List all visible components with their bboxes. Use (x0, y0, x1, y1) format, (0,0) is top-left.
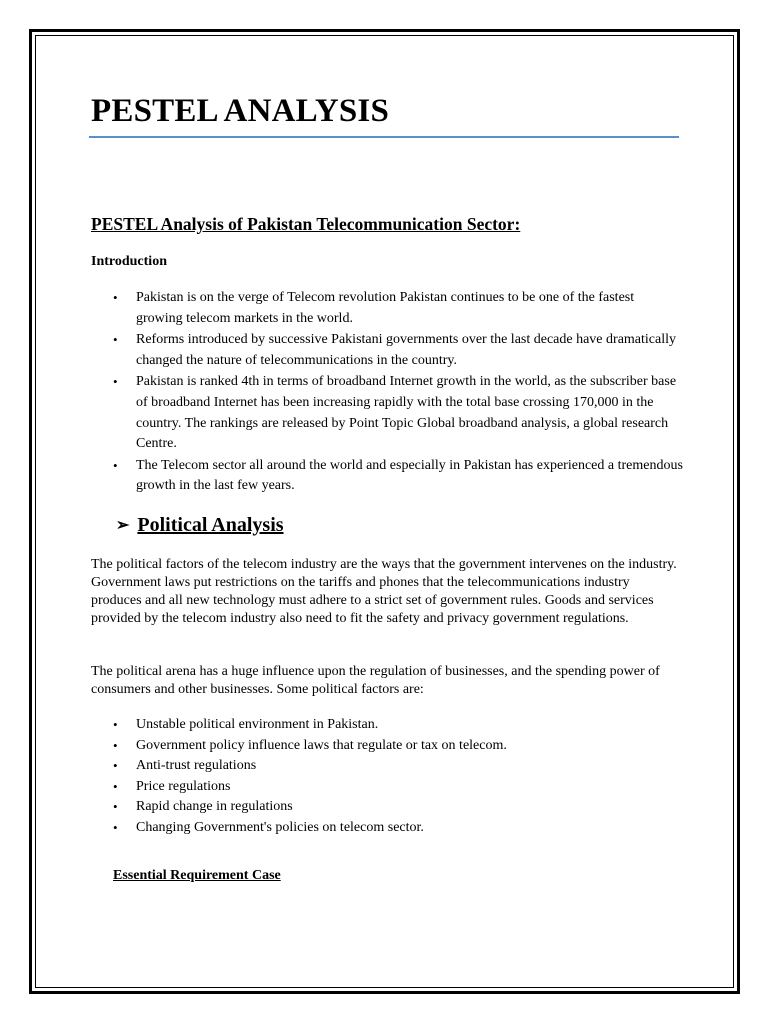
section-heading: PESTEL Analysis of Pakistan Telecommunication Sector: (91, 214, 521, 234)
list-item (113, 818, 673, 839)
bullet-icon: • (113, 778, 118, 794)
list-item-text: Unstable political environment in Pakistan. (136, 717, 379, 732)
political-factors-list (113, 715, 673, 839)
bullet-icon: • (113, 290, 118, 305)
list-item-text: Price regulations (136, 778, 231, 794)
list-item (113, 777, 673, 798)
list-item-text: Anti-trust regulations (136, 758, 257, 774)
document-title: PESTEL ANALYSIS (91, 93, 390, 129)
bullet-icon: • (113, 819, 118, 835)
bullet-icon: • (113, 717, 118, 732)
list-item-text: Reforms introduced by successive Pakistani governments over the last decade have dramatically changed the nature of telecommunications in the country. (136, 332, 676, 368)
introduction-label: Introduction (91, 254, 167, 269)
bullet-icon: • (113, 457, 118, 473)
list-item (113, 797, 673, 818)
list-item-text: The Telecom sector all around the world and especially in Pakistan has experienced a tremendous growth in the last few years. (136, 457, 683, 494)
list-item-text: Pakistan is ranked 4th in terms of broadband Internet growth in the world, as the subscriber base of broadband Internet has been increasing rapidly with the total base crossing 170,000 in the country. The rankings are released by Point Topic Global broadband analysis, a global research Centre. (136, 374, 677, 452)
political-paragraph-2: The political arena has a huge influence upon the regulation of businesses, and the spending power of consumers and other businesses. Some political factors are: (91, 664, 660, 697)
list-item-text: Pakistan is on the verge of Telecom revolution Pakistan continues to be one of the fastest growing telecom markets in the world. (136, 290, 635, 326)
list-item (113, 715, 673, 736)
bullet-icon: • (113, 374, 118, 390)
list-item (113, 456, 683, 497)
essential-requirement-heading: Essential Requirement Case (113, 868, 281, 883)
list-item (113, 736, 673, 757)
bullet-icon: • (113, 758, 118, 774)
list-item (113, 288, 683, 329)
introduction-bullet-list (113, 288, 683, 498)
list-item-text: Changing Government's policies on telecom sector. (136, 819, 424, 835)
list-item-text: Government policy influence laws that regulate or tax on telecom. (136, 737, 507, 753)
list-item (113, 372, 683, 454)
political-analysis-heading-text: Political Analysis (137, 514, 284, 536)
bullet-icon: • (113, 737, 118, 753)
arrow-bullet-icon: ➢ (116, 517, 130, 534)
bullet-icon: • (113, 332, 118, 348)
list-item-text: Rapid change in regulations (136, 799, 293, 815)
list-item (113, 756, 673, 777)
title-underline-rule (89, 136, 679, 138)
political-paragraph-1: The political factors of the telecom industry are the ways that the government intervenes on the industry. Government laws put restrictions on the tariffs and phones that the telecommunications industry produces and all new technology must adhere to a strict set of government rules. Goods and services provided by the telecom industry also need to fit the safety and privacy government regulations. (91, 557, 677, 626)
list-item (113, 330, 683, 371)
political-analysis-heading (116, 514, 284, 537)
bullet-icon: • (113, 799, 118, 815)
page-border-inner (35, 35, 734, 988)
